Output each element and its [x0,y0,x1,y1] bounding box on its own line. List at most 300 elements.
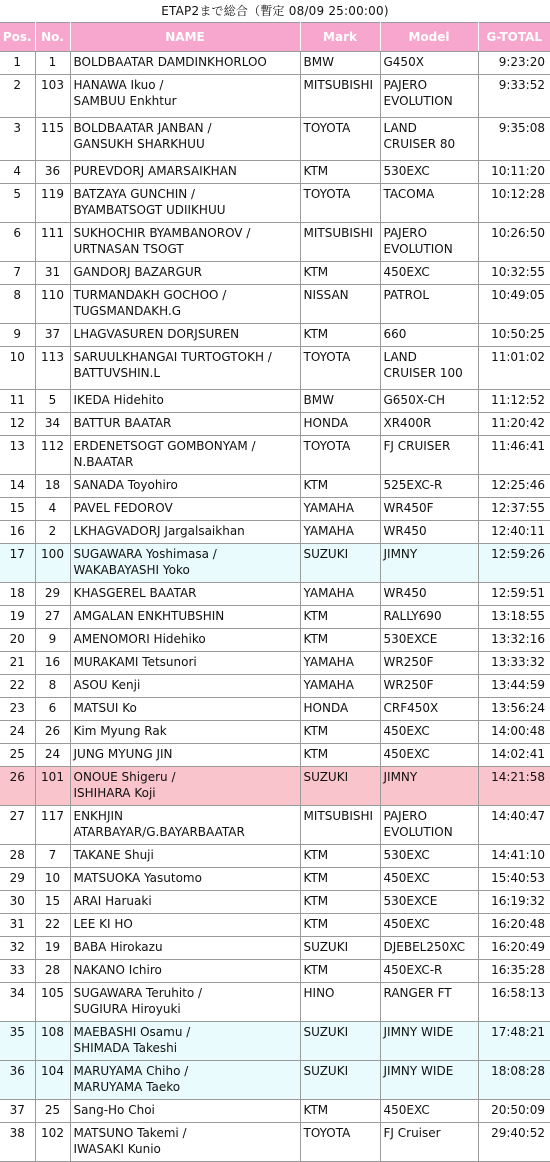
table-row [0,698,550,721]
cell-model-line: RANGER FT [383,986,452,1000]
cell-g-total-line: 10:50:25 [491,327,545,341]
table-row [0,436,550,475]
cell-g-total-line: 12:25:46 [491,478,545,492]
cell-model [380,744,478,767]
table-row [0,75,550,118]
cell-name-line: LEE KI HO [73,917,133,931]
cell-g-total [478,744,550,767]
cell-name-line: SUGAWARA Teruhito / [73,986,203,1000]
cell-no-line: 105 [41,986,64,1000]
cell-mark [300,521,380,544]
cell-pos-line: 2 [13,78,22,92]
table-row [0,262,550,285]
cell-model [380,1100,478,1123]
cell-mark-line: HINO [303,986,335,1000]
cell-g-total-line: 20:50:09 [491,1103,545,1117]
cell-mark-line: TOYOTA [303,350,351,364]
cell-mark-line: YAMAHA [303,655,354,669]
cell-name [70,75,300,118]
cell-no [35,436,70,475]
cell-name-line: SUGIURA Hiroyuki [73,1002,181,1016]
cell-g-total [478,868,550,891]
cell-no-line: 103 [41,78,64,92]
cell-pos [0,721,35,744]
cell-mark-line: TOYOTA [303,121,351,135]
cell-model [380,390,478,413]
cell-mark [300,1100,380,1123]
cell-no [35,845,70,868]
cell-pos [0,583,35,606]
cell-mark [300,390,380,413]
table-header-row [0,23,550,52]
cell-pos-line: 32 [9,940,25,954]
cell-no-line: 117 [41,809,64,823]
cell-name-line: ERDENETSOGT GOMBONYAM / [73,439,256,453]
cell-pos-line: 27 [9,809,25,823]
cell-model-line: 450EXC [383,1103,430,1117]
cell-name [70,1100,300,1123]
cell-g-total-line: 13:33:32 [491,655,545,669]
cell-name-line: LHAGVASUREN DORJSUREN [73,327,240,341]
cell-no-line: 104 [41,1064,64,1078]
cell-pos [0,960,35,983]
cell-model [380,652,478,675]
table-body [0,52,550,1162]
cell-g-total-line: 13:56:24 [491,701,545,715]
cell-mark-line: YAMAHA [303,586,354,600]
cell-g-total-line: 11:12:52 [491,393,545,407]
cell-pos-line: 18 [9,586,25,600]
cell-name [70,960,300,983]
cell-no [35,161,70,184]
cell-name-line: ARAI Haruaki [73,894,152,908]
cell-model-line: G450X [383,55,424,69]
cell-no [35,347,70,390]
cell-name [70,324,300,347]
table-row [0,806,550,845]
cell-name-line: TURMANDAKH GOCHOO / [73,288,227,302]
cell-name-line: MARUYAMA Chiho / [73,1064,189,1078]
cell-mark [300,721,380,744]
cell-mark [300,652,380,675]
cell-name-line: MARUYAMA Taeko [73,1080,181,1094]
cell-no-line: 100 [41,547,64,561]
cell-name [70,698,300,721]
cell-name [70,413,300,436]
cell-pos-line: 6 [13,226,22,240]
cell-g-total [478,891,550,914]
cell-mark [300,52,380,75]
cell-name [70,583,300,606]
cell-mark-line: KTM [303,848,329,862]
cell-name [70,868,300,891]
cell-name-line: TUGSMANDAKH.G [73,304,182,318]
cell-model [380,475,478,498]
cell-name-line: MURAKAMI Tetsunori [73,655,197,669]
cell-name [70,262,300,285]
cell-pos [0,285,35,324]
cell-model-line: WR250F [383,655,434,669]
cell-g-total-line: 12:40:11 [491,524,545,538]
table-row [0,721,550,744]
cell-name [70,544,300,583]
cell-mark-line: TOYOTA [303,187,351,201]
cell-no [35,914,70,937]
cell-mark-line: YAMAHA [303,501,354,515]
cell-pos-line: 22 [9,678,25,692]
cell-name-line: SHIMADA Takeshi [73,1041,178,1055]
cell-pos-line: 24 [9,724,25,738]
cell-model [380,161,478,184]
cell-name [70,184,300,223]
cell-name-line: ENKHJIN [73,809,124,823]
cell-pos-line: 17 [9,547,25,561]
cell-g-total [478,1123,550,1162]
cell-mark [300,413,380,436]
cell-g-total-line: 12:59:26 [491,547,545,561]
cell-name-line: WAKABAYASHI Yoko [73,563,190,577]
cell-name-line: SUGAWARA Yoshimasa / [73,547,217,561]
cell-model [380,544,478,583]
cell-model [380,118,478,161]
cell-model-line: JIMNY [383,770,418,784]
cell-no-line: 9 [48,632,57,646]
cell-model-line: 660 [383,327,407,341]
cell-no-line: 15 [44,894,61,908]
cell-model [380,1061,478,1100]
cell-no [35,75,70,118]
cell-g-total [478,583,550,606]
cell-pos [0,744,35,767]
cell-model-line: WR450F [383,501,434,515]
cell-name-line: PUREVDORJ AMARSAIKHAN [73,164,237,178]
cell-pos [0,262,35,285]
cell-name-line: SANADA Toyohiro [73,478,178,492]
cell-no [35,891,70,914]
cell-g-total-line: 14:02:41 [491,747,545,761]
cell-model [380,868,478,891]
cell-name-line: JUNG MYUNG JIN [73,747,173,761]
table-row [0,184,550,223]
cell-g-total-line: 29:40:52 [491,1126,545,1140]
cell-g-total-line: 17:48:21 [491,1025,545,1039]
cell-mark [300,891,380,914]
cell-pos [0,1061,35,1100]
cell-pos [0,698,35,721]
cell-mark-line: KTM [303,478,329,492]
header-model: Model [380,23,478,52]
cell-g-total-line: 16:20:49 [491,940,545,954]
cell-name [70,937,300,960]
cell-no [35,390,70,413]
cell-g-total [478,544,550,583]
cell-mark [300,436,380,475]
cell-model-line: PAJERO [383,78,428,92]
cell-name-line: IWASAKI Kunio [73,1142,161,1156]
cell-model-line: 450EXC [383,724,430,738]
cell-g-total [478,521,550,544]
cell-mark [300,324,380,347]
page-title: ETAP2まで総合（暫定 08/09 25:00:00) [161,4,389,18]
cell-mark [300,498,380,521]
cell-g-total-line: 10:12:28 [491,187,545,201]
cell-no-line: 113 [41,350,64,364]
table-row [0,1123,550,1162]
cell-g-total [478,498,550,521]
cell-mark-line: HONDA [303,701,349,715]
cell-name-line: AMENOMORI Hidehiko [73,632,206,646]
cell-g-total [478,652,550,675]
cell-mark [300,1061,380,1100]
cell-name [70,806,300,845]
cell-pos [0,184,35,223]
cell-mark-line: KTM [303,632,329,646]
table-row [0,52,550,75]
cell-model-line: CRUISER 100 [383,366,463,380]
cell-no-line: 108 [41,1025,64,1039]
cell-model [380,1022,478,1061]
cell-model [380,184,478,223]
cell-no [35,52,70,75]
cell-name-line: Sang-Ho Choi [73,1103,155,1117]
cell-pos [0,868,35,891]
cell-mark-line: SUZUKI [303,940,349,954]
cell-model-line: 530EXC [383,164,430,178]
cell-name [70,652,300,675]
cell-no-line: 115 [41,121,64,135]
cell-g-total-line: 11:01:02 [491,350,545,364]
cell-no-line: 2 [48,524,57,538]
cell-g-total-line: 14:40:47 [491,809,545,823]
cell-g-total [478,75,550,118]
cell-mark-line: YAMAHA [303,678,354,692]
cell-mark-line: TOYOTA [303,1126,351,1140]
cell-pos-line: 35 [9,1025,25,1039]
cell-no [35,583,70,606]
cell-mark [300,1022,380,1061]
cell-model-line: PATROL [383,288,430,302]
table-row [0,347,550,390]
cell-pos [0,436,35,475]
cell-model [380,960,478,983]
cell-model-line: 525EXC-R [383,478,443,492]
cell-model-line: JIMNY WIDE [383,1025,454,1039]
cell-model [380,262,478,285]
cell-name [70,721,300,744]
cell-g-total [478,436,550,475]
cell-no [35,285,70,324]
cell-name-line: MATSUNO Takemi / [73,1126,187,1140]
cell-g-total [478,413,550,436]
cell-mark-line: YAMAHA [303,524,354,538]
cell-no-line: 34 [44,416,61,430]
results-table [0,22,550,1162]
cell-pos-line: 36 [9,1064,25,1078]
cell-g-total [478,721,550,744]
cell-no-line: 6 [48,701,57,715]
cell-pos [0,223,35,262]
cell-g-total [478,52,550,75]
table-row [0,413,550,436]
cell-mark-line: KTM [303,609,329,623]
cell-model [380,721,478,744]
cell-no [35,413,70,436]
cell-g-total [478,914,550,937]
cell-mark-line: MITSUBISHI [303,809,374,823]
cell-no-line: 5 [48,393,57,407]
cell-name-line: BYAMBATSOGT UDIIKHUU [73,203,226,217]
cell-mark [300,583,380,606]
cell-name-line: Kim Myung Rak [73,724,167,738]
table-row [0,1022,550,1061]
cell-mark [300,75,380,118]
cell-g-total-line: 11:46:41 [491,439,545,453]
cell-model-line: PAJERO [383,809,428,823]
cell-name-line: GANDORJ BAZARGUR [73,265,202,279]
table-row [0,767,550,806]
cell-g-total [478,1022,550,1061]
cell-name-line: NAKANO Ichiro [73,963,162,977]
cell-pos [0,629,35,652]
cell-model [380,629,478,652]
cell-g-total-line: 10:11:20 [491,164,545,178]
cell-model-line: WR450 [383,586,427,600]
cell-mark-line: KTM [303,164,329,178]
cell-pos-line: 9 [13,327,22,341]
cell-model [380,52,478,75]
cell-name-line: LKHAGVADORJ Jargalsaikhan [73,524,245,538]
cell-mark-line: SUZUKI [303,1025,349,1039]
cell-mark [300,937,380,960]
cell-name-line: AMGALAN ENKHTUBSHIN [73,609,225,623]
cell-pos-line: 29 [9,871,25,885]
cell-pos [0,161,35,184]
cell-pos [0,983,35,1022]
table-row [0,744,550,767]
table-row [0,498,550,521]
cell-model [380,347,478,390]
cell-g-total-line: 12:59:51 [491,586,545,600]
cell-pos-line: 34 [9,986,25,1000]
cell-pos-line: 4 [13,164,22,178]
cell-no-line: 27 [44,609,61,623]
cell-g-total-line: 14:00:48 [491,724,545,738]
cell-no-line: 18 [44,478,61,492]
cell-name [70,767,300,806]
header-g-total: G-TOTAL [478,23,550,52]
table-row [0,868,550,891]
cell-no [35,223,70,262]
cell-name [70,521,300,544]
cell-pos [0,806,35,845]
cell-pos-line: 33 [9,963,25,977]
cell-mark [300,223,380,262]
cell-name-line: ISHIHARA Koji [73,786,156,800]
cell-pos [0,498,35,521]
cell-g-total [478,1061,550,1100]
cell-mark [300,744,380,767]
cell-model-line: FJ CRUISER [383,439,451,453]
cell-name-line: SARUULKHANGAI TURTOGTOKH / [73,350,272,364]
cell-pos-line: 16 [9,524,25,538]
cell-model-line: 450EXC [383,265,430,279]
cell-pos-line: 19 [9,609,25,623]
table-row [0,223,550,262]
cell-model [380,1123,478,1162]
cell-name-line: BATZAYA GUNCHIN / [73,187,196,201]
table-row [0,1061,550,1100]
cell-mark-line: BMW [303,393,334,407]
cell-no-line: 22 [44,917,61,931]
cell-no [35,118,70,161]
cell-g-total [478,937,550,960]
cell-mark [300,475,380,498]
cell-model [380,937,478,960]
cell-no-line: 16 [44,655,61,669]
table-row [0,652,550,675]
cell-model-line: WR250F [383,678,434,692]
cell-model [380,413,478,436]
cell-g-total-line: 11:20:42 [491,416,545,430]
cell-pos-line: 13 [9,439,25,453]
cell-name-line: MATSUI Ko [73,701,137,715]
cell-pos [0,413,35,436]
cell-no-line: 7 [48,848,57,862]
cell-g-total [478,606,550,629]
cell-no-line: 8 [48,678,57,692]
cell-no-line: 24 [44,747,61,761]
cell-no-line: 19 [44,940,61,954]
cell-mark-line: TOYOTA [303,439,351,453]
cell-pos-line: 7 [13,265,22,279]
cell-mark [300,629,380,652]
table-row [0,629,550,652]
cell-g-total-line: 9:35:08 [498,121,545,135]
cell-model-line: RALLY690 [383,609,442,623]
cell-mark-line: KTM [303,265,329,279]
cell-model [380,675,478,698]
header-name: NAME [70,23,300,52]
cell-pos [0,52,35,75]
cell-mark [300,983,380,1022]
cell-pos [0,1123,35,1162]
cell-mark [300,347,380,390]
cell-g-total [478,767,550,806]
cell-mark-line: KTM [303,1103,329,1117]
cell-model [380,324,478,347]
cell-g-total [478,223,550,262]
cell-pos [0,1100,35,1123]
table-row [0,161,550,184]
cell-mark-line: MITSUBISHI [303,78,374,92]
cell-model-line: JIMNY [383,547,418,561]
cell-g-total-line: 16:35:28 [491,963,545,977]
cell-model-line: 450EXC-R [383,963,443,977]
cell-model-line: FJ Cruiser [383,1126,441,1140]
cell-g-total-line: 16:20:48 [491,917,545,931]
cell-pos [0,891,35,914]
cell-g-total-line: 15:40:53 [491,871,545,885]
table-row [0,937,550,960]
cell-mark-line: KTM [303,327,329,341]
cell-mark [300,606,380,629]
cell-mark-line: SUZUKI [303,770,349,784]
cell-g-total [478,118,550,161]
cell-model-line: LAND [383,121,417,135]
cell-mark [300,960,380,983]
cell-no [35,960,70,983]
cell-g-total [478,161,550,184]
